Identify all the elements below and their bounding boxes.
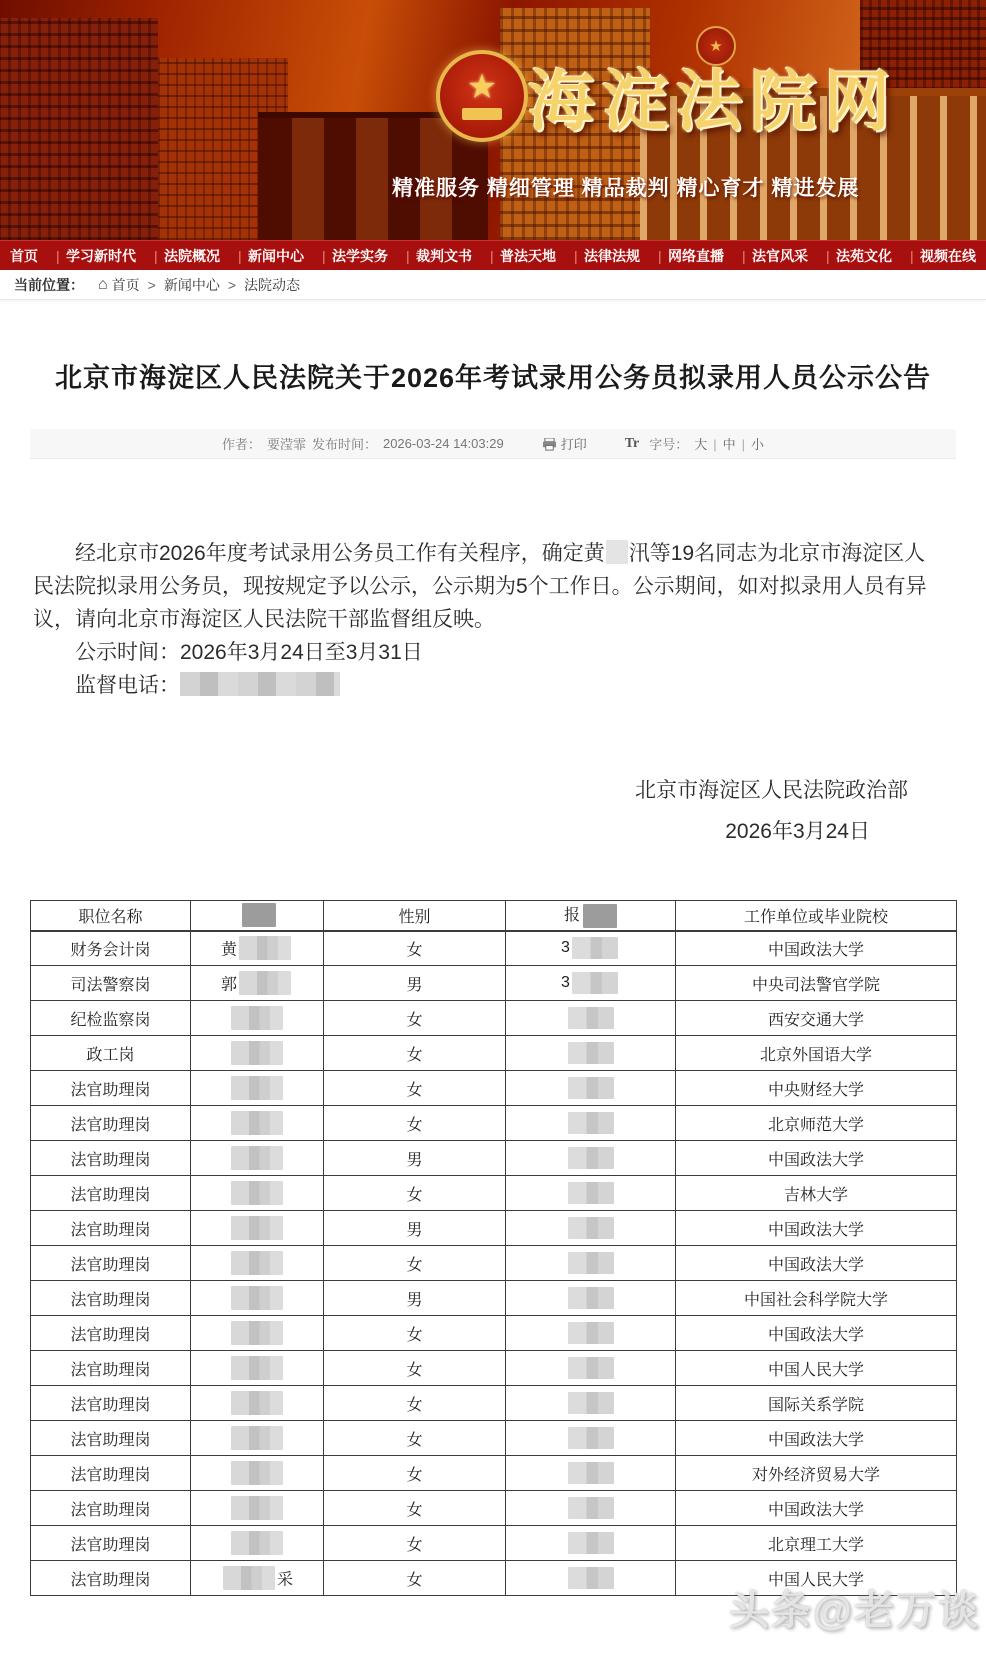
redacted-name: [239, 971, 291, 995]
national-emblem-icon: ★: [436, 50, 528, 142]
cell-reg: [506, 1491, 676, 1526]
cell-name: 采: [191, 1561, 324, 1596]
breadcrumb-label: 当前位置：: [14, 276, 84, 293]
cell-reg: [506, 1281, 676, 1316]
table-row: [31, 1526, 957, 1561]
main-nav: [0, 240, 986, 270]
cell-name: [191, 1316, 324, 1351]
nav-item[interactable]: 法官风采 |: [752, 246, 830, 266]
nav-item[interactable]: 裁判文书 |: [416, 246, 494, 266]
redacted-name: [231, 1181, 283, 1205]
nav-item[interactable]: 法苑文化 |: [836, 246, 914, 266]
cell-gender: 女: [324, 1106, 506, 1141]
redacted-header: [583, 904, 617, 928]
cell-gender: 男: [324, 1141, 506, 1176]
redacted-name: [231, 1006, 283, 1030]
cell-job: 法官助理岗: [31, 1526, 191, 1561]
cell-reg: [506, 1176, 676, 1211]
cell-school: 中国人民大学: [676, 1561, 957, 1596]
cell-name: [191, 1036, 324, 1071]
nav-item[interactable]: 法学实务 |: [332, 246, 410, 266]
cell-job: 法官助理岗: [31, 1456, 191, 1491]
breadcrumb-separator: >: [147, 276, 156, 293]
redacted-name: [231, 1041, 283, 1065]
redacted-reg-number: [568, 1532, 614, 1554]
cell-name: [191, 1001, 324, 1036]
cell-gender: 女: [324, 1491, 506, 1526]
cell-reg: [506, 1526, 676, 1561]
redacted-reg-number: [568, 1147, 614, 1169]
cell-job: 法官助理岗: [31, 1561, 191, 1596]
author-label: 作者：: [221, 437, 261, 452]
cell-gender: 女: [324, 1036, 506, 1071]
cell-reg: [506, 1456, 676, 1491]
redacted-reg-number: [568, 1462, 614, 1484]
site-banner: [0, 0, 986, 240]
cell-school: 北京师范大学: [676, 1106, 957, 1141]
header-gender: 性别: [324, 901, 506, 931]
nav-item[interactable]: 法律法规 |: [584, 246, 662, 266]
cell-school: 北京外国语大学: [676, 1036, 957, 1071]
font-size-label: 字号：: [649, 437, 689, 452]
redacted-name-char: [606, 540, 628, 564]
table-row: [31, 1071, 957, 1106]
redacted-reg-number: [572, 937, 618, 959]
nav-list: [0, 241, 986, 271]
cell-reg: [506, 1421, 676, 1456]
cell-school: 中国政法大学: [676, 1491, 957, 1526]
cell-reg: [506, 1386, 676, 1421]
cell-name: 郭: [191, 966, 324, 1001]
cell-school: 国际关系学院: [676, 1386, 957, 1421]
breadcrumb-court-news-link[interactable]: 法院动态: [244, 276, 301, 293]
header-job: 职位名称: [31, 901, 191, 931]
redacted-name: [231, 1216, 283, 1240]
breadcrumb-home-link[interactable]: 首页: [111, 276, 140, 293]
cell-name: [191, 1106, 324, 1141]
table-row: [31, 1036, 957, 1071]
font-size-option[interactable]: 中 |: [723, 434, 751, 453]
cell-name: [191, 1071, 324, 1106]
cell-gender: 男: [324, 966, 506, 1001]
font-size-option[interactable]: 小: [751, 437, 765, 452]
cell-name: [191, 1176, 324, 1211]
cell-name: [191, 1281, 324, 1316]
cell-reg: [506, 1106, 676, 1141]
cell-job: 法官助理岗: [31, 1386, 191, 1421]
redacted-reg-number: [568, 1567, 614, 1589]
table-row: [31, 1246, 957, 1281]
cell-gender: 女: [324, 1246, 506, 1281]
redacted-name: [231, 1426, 283, 1450]
cell-gender: 女: [324, 1526, 506, 1561]
redacted-name: [231, 1251, 283, 1275]
article-body: [30, 537, 956, 848]
cell-reg: [506, 1036, 676, 1071]
table-row: [31, 1211, 957, 1246]
cell-gender: 女: [324, 1176, 506, 1211]
article-meta-bar: [30, 429, 956, 459]
cell-name: [191, 1526, 324, 1561]
hire-roster-table: [30, 900, 957, 1596]
redacted-name: [231, 1531, 283, 1555]
cell-gender: 女: [324, 1316, 506, 1351]
printer-icon: [542, 438, 557, 451]
cell-job: 法官助理岗: [31, 1176, 191, 1211]
redacted-header: [242, 903, 276, 927]
redacted-name: [223, 1566, 275, 1590]
cell-school: 中国政法大学: [676, 1316, 957, 1351]
cell-job: 法官助理岗: [31, 1281, 191, 1316]
cell-school: 对外经济贸易大学: [676, 1456, 957, 1491]
cell-gender: 女: [324, 1351, 506, 1386]
cell-reg: 3: [506, 931, 676, 966]
redacted-reg-number: [568, 1077, 614, 1099]
cell-gender: 女: [324, 1386, 506, 1421]
table-row: [31, 931, 957, 966]
cell-school: 吉林大学: [676, 1176, 957, 1211]
redacted-reg-number: [568, 1497, 614, 1519]
nav-item[interactable]: 新闻中心 |: [248, 246, 326, 266]
redacted-phone: [180, 672, 340, 696]
cell-reg: [506, 1211, 676, 1246]
cell-gender: 女: [324, 931, 506, 966]
cell-school: 中国人民大学: [676, 1351, 957, 1386]
header-reg: 报: [506, 901, 676, 931]
nav-item[interactable]: 学习新时代 |: [66, 246, 158, 266]
cell-reg: [506, 1246, 676, 1281]
cell-job: 法官助理岗: [31, 1351, 191, 1386]
nav-item[interactable]: 普法天地 |: [500, 246, 578, 266]
redacted-name: [231, 1146, 283, 1170]
phone-line: 监督电话：: [33, 669, 930, 702]
cell-school: 中国社会科学院大学: [676, 1281, 957, 1316]
redacted-name: [231, 1286, 283, 1310]
cell-school: 北京理工大学: [676, 1526, 957, 1561]
table-row: [31, 966, 957, 1001]
cell-school: 中国政法大学: [676, 1211, 957, 1246]
table-row: [31, 1351, 957, 1386]
redacted-reg-number: [568, 1252, 614, 1274]
article-title: 北京市海淀区人民法院关于2026年考试录用公务员拟录用人员公示公告: [54, 363, 932, 393]
cell-name: [191, 1211, 324, 1246]
redacted-name: [231, 1076, 283, 1100]
cell-name: [191, 1351, 324, 1386]
font-size-options: [694, 434, 764, 453]
redacted-reg-number: [568, 1007, 614, 1029]
redacted-reg-number: [568, 1182, 614, 1204]
cell-reg: [506, 1561, 676, 1596]
site-title: 海淀法院网: [528, 64, 898, 138]
cell-job: 法官助理岗: [31, 1491, 191, 1526]
redacted-reg-number: [568, 1357, 614, 1379]
publish-time-label: 发布时间：: [311, 437, 377, 452]
cell-gender: 男: [324, 1211, 506, 1246]
nav-item[interactable]: 网络直播 |: [668, 246, 746, 266]
cell-job: 法官助理岗: [31, 1421, 191, 1456]
cell-school: 中国政法大学: [676, 931, 957, 966]
cell-job: 政工岗: [31, 1036, 191, 1071]
cell-reg: 3: [506, 966, 676, 1001]
announcement-paragraph: 经北京市2026年度考试录用公务员工作有关程序，确定黄 汛等19名同志为北京市海淀区人民法院拟录用公务员，现按规定予以公示，公示期为5个工作日。公示期间，如对拟录用人员有异议，请向北京市海淀区人民法院干部监督组反映。: [33, 542, 927, 631]
cell-job: 司法警察岗: [31, 966, 191, 1001]
cell-name: [191, 1421, 324, 1456]
article-content: [0, 356, 986, 1596]
print-button[interactable]: 打印: [542, 434, 587, 453]
home-icon: ⌂: [98, 275, 108, 293]
redacted-reg-number: [568, 1392, 614, 1414]
font-size-option[interactable]: 大 |: [694, 434, 722, 453]
signature-department: 北京市海淀区人民法院政治部: [635, 779, 908, 802]
redacted-name: [231, 1356, 283, 1380]
watermark: 头条@老万谈: [728, 1589, 980, 1633]
cell-gender: 女: [324, 1561, 506, 1596]
signature-date: 2026年3月24日: [725, 820, 870, 843]
table-row: [31, 1106, 957, 1141]
public-period-line: 公示时间：2026年3月24日至3月31日: [75, 641, 423, 664]
cell-gender: 女: [324, 1001, 506, 1036]
cell-gender: 女: [324, 1456, 506, 1491]
redacted-name: [231, 1461, 283, 1485]
header-school: 工作单位或毕业院校: [676, 901, 957, 931]
cell-reg: [506, 1351, 676, 1386]
redacted-reg-number: [568, 1042, 614, 1064]
redacted-name: [239, 936, 291, 960]
cell-job: 法官助理岗: [31, 1316, 191, 1351]
table-row: [31, 1491, 957, 1526]
cell-name: [191, 1456, 324, 1491]
cell-name: [191, 1246, 324, 1281]
breadcrumb: [0, 270, 986, 300]
national-emblem-small-icon: ★: [696, 26, 736, 66]
font-size-icon: Tr: [624, 435, 640, 451]
redacted-name: [231, 1321, 283, 1345]
cell-job: 财务会计岗: [31, 931, 191, 966]
table-row: [31, 1456, 957, 1491]
cell-job: 法官助理岗: [31, 1211, 191, 1246]
cell-name: [191, 1141, 324, 1176]
table-row: [31, 1386, 957, 1421]
table-row: [31, 1316, 957, 1351]
nav-item[interactable]: 视频在线: [920, 248, 976, 264]
cell-school: 中央司法警官学院: [676, 966, 957, 1001]
table-row: [31, 1141, 957, 1176]
cell-reg: [506, 1141, 676, 1176]
table-header-row: [31, 901, 957, 931]
header-name: [191, 901, 324, 931]
breadcrumb-separator: >: [227, 276, 237, 293]
cell-job: 法官助理岗: [31, 1246, 191, 1281]
banner-building-left: [0, 18, 158, 240]
site-slogan: 精准服务 精细管理 精品裁判 精心育才 精进发展: [392, 177, 860, 200]
cell-name: 黄: [191, 931, 324, 966]
nav-item[interactable]: 法院概况 |: [164, 246, 242, 266]
cell-school: 中国政法大学: [676, 1246, 957, 1281]
cell-job: 纪检监察岗: [31, 1001, 191, 1036]
table-row: [31, 1561, 957, 1596]
table-row: [31, 1176, 957, 1211]
cell-school: 中国政法大学: [676, 1141, 957, 1176]
redacted-reg-number: [568, 1427, 614, 1449]
cell-name: [191, 1491, 324, 1526]
nav-item[interactable]: 首页 |: [10, 246, 60, 266]
redacted-reg-number: [568, 1322, 614, 1344]
cell-school: 中国政法大学: [676, 1421, 957, 1456]
cell-job: 法官助理岗: [31, 1106, 191, 1141]
cell-name: [191, 1386, 324, 1421]
table-row: [31, 1281, 957, 1316]
author-name: 要滢霏: [266, 437, 306, 452]
cell-gender: 女: [324, 1071, 506, 1106]
table-body: [31, 931, 957, 1596]
table-row: [31, 1001, 957, 1036]
cell-reg: [506, 1316, 676, 1351]
cell-gender: 男: [324, 1281, 506, 1316]
cell-school: 西安交通大学: [676, 1001, 957, 1036]
redacted-reg-number: [568, 1287, 614, 1309]
cell-school: 中央财经大学: [676, 1071, 957, 1106]
publish-time: 2026-03-24 14:03:29: [382, 436, 504, 451]
redacted-name: [231, 1391, 283, 1415]
breadcrumb-news-link[interactable]: 新闻中心: [163, 276, 220, 293]
cell-reg: [506, 1071, 676, 1106]
redacted-reg-number: [572, 972, 618, 994]
cell-reg: [506, 1001, 676, 1036]
redacted-reg-number: [568, 1112, 614, 1134]
redacted-name: [231, 1111, 283, 1135]
redacted-reg-number: [568, 1217, 614, 1239]
cell-job: 法官助理岗: [31, 1141, 191, 1176]
redacted-name: [231, 1496, 283, 1520]
cell-gender: 女: [324, 1421, 506, 1456]
cell-job: 法官助理岗: [31, 1071, 191, 1106]
table-row: [31, 1421, 957, 1456]
